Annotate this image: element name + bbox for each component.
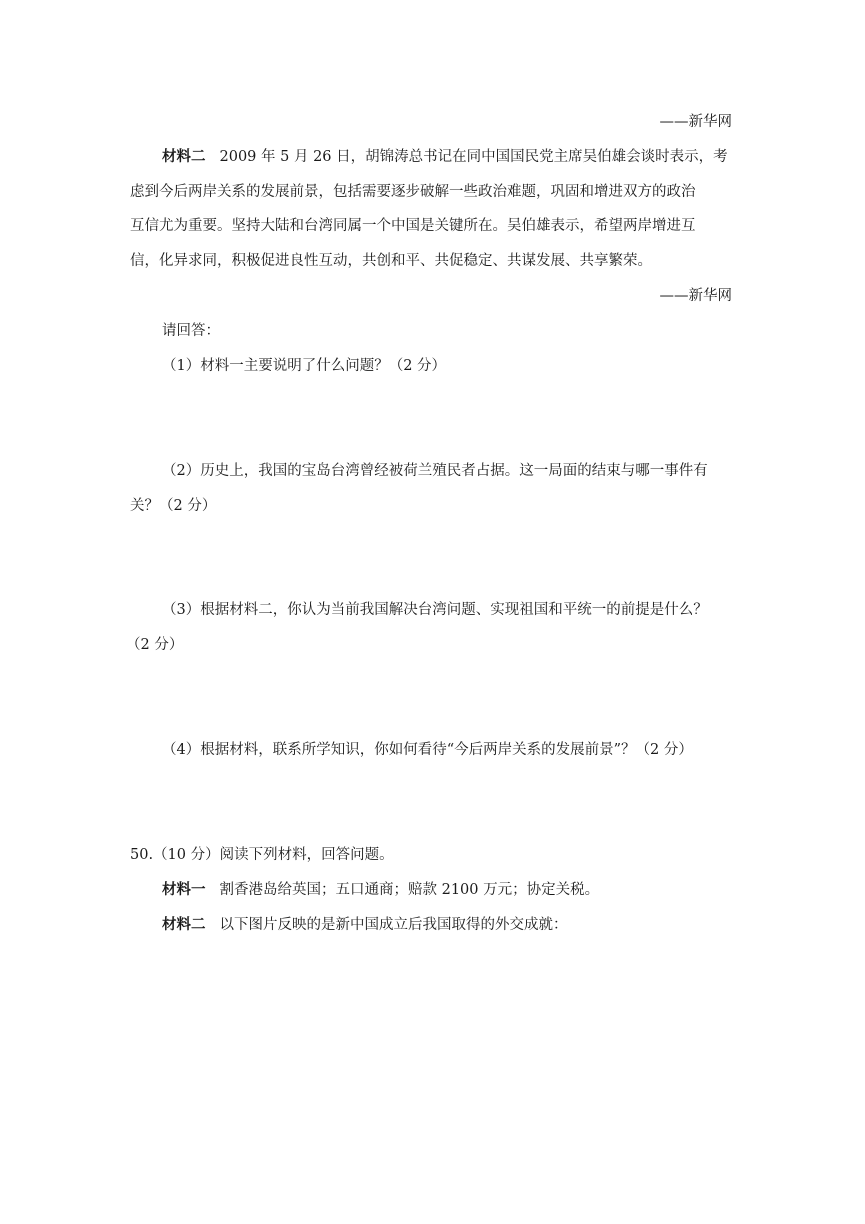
question-50-header: 50.（10 分）阅读下列材料，回答问题。 — [130, 847, 394, 863]
q50-material-one-label: 材料一 — [162, 881, 206, 898]
material-two-line-4: 信，化异求同，积极促进良性互动，共创和平、共促稳定、共谋发展、共享繁荣。 — [130, 253, 652, 269]
question-2-line-1: （2）历史上，我国的宝岛台湾曾经被荷兰殖民者占据。这一局面的结束与哪一事件有 — [162, 463, 708, 479]
question-1: （1）材料一主要说明了什么问题？（2 分） — [162, 358, 447, 374]
source-xinhua-1: ——新华网 — [659, 114, 732, 130]
answer-prompt: 请回答： — [162, 323, 220, 339]
source-xinhua-2: ——新华网 — [659, 288, 732, 304]
material-two-text-1: 2009 年 5 月 26 日，胡锦涛总书记在同中国国民党主席吴伯雄会谈时表示，考 — [219, 149, 728, 165]
question-3-line-2: （2 分） — [126, 637, 184, 653]
material-two-line-2: 虑到今后两岸关系的发展前景，包括需要逐步破解一些政治难题，巩固和增进双方的政治 — [130, 184, 696, 200]
question-2-line-2: 关？（2 分） — [130, 498, 217, 514]
q50-material-two-text: 以下图片反映的是新中国成立后我国取得的外交成就： — [219, 917, 568, 933]
q50-material-one-text: 割香港岛给英国；五口通商；赔款 2100 万元；协定关税。 — [219, 882, 600, 898]
question-3-line-1: （3）根据材料二，你认为当前我国解决台湾问题、实现祖国和平统一的前提是什么？ — [162, 602, 708, 618]
material-two-line-1 — [162, 147, 733, 167]
q50-material-two — [162, 915, 568, 935]
material-two-line-3: 互信尤为重要。坚持大陆和台湾同属一个中国是关键所在。吴伯雄表示，希望两岸增进互 — [130, 218, 696, 234]
q50-material-one — [162, 880, 599, 900]
material-two-label: 材料二 — [162, 148, 206, 165]
question-4: （4）根据材料，联系所学知识，你如何看待“今后两岸关系的发展前景”？（2 分） — [162, 742, 693, 758]
q50-material-two-label: 材料二 — [162, 916, 206, 933]
